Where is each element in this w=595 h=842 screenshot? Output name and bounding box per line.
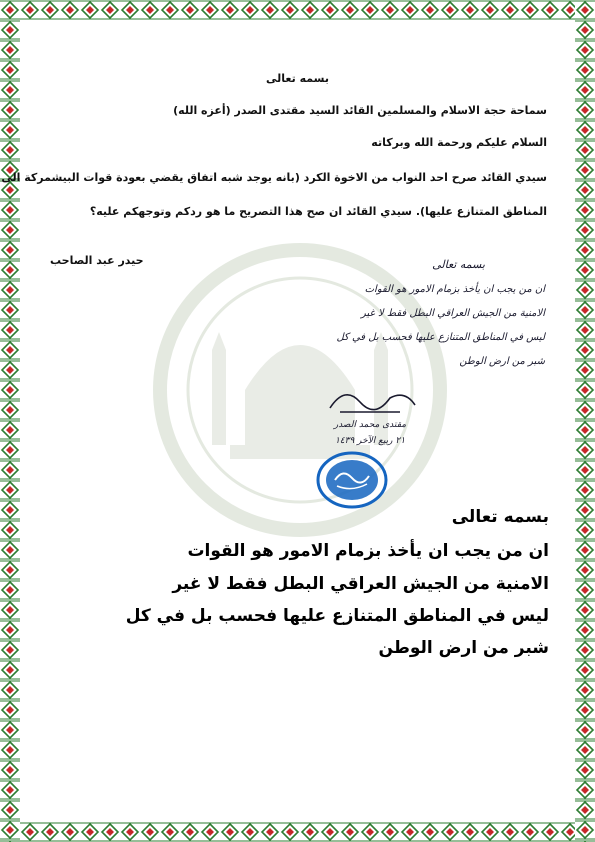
typed-answer-line: الامنية من الجيش العراقي البطل فقط لا غير bbox=[172, 574, 549, 594]
ornamental-pattern-icon bbox=[0, 822, 595, 842]
ornamental-border-bottom bbox=[0, 822, 595, 842]
handwritten-signature-icon bbox=[310, 380, 430, 420]
handwritten-line: شبر من ارض الوطن bbox=[459, 356, 545, 367]
letter-greeting: السلام عليكم ورحمة الله وبركاته bbox=[371, 136, 547, 149]
ornamental-border-left bbox=[0, 0, 20, 842]
typed-answer-line: ليس في المناطق المتنازع عليها فحسب بل في كل bbox=[125, 606, 549, 626]
typed-answer-title: بسمه تعالى bbox=[451, 507, 549, 527]
letter-body-line: سيدي القائد صرح احد النواب من الاخوة الكرد (بانه يوجد شبه اتفاق يقضي بعودة قوات البيشمركة الى bbox=[1, 171, 547, 184]
ornamental-pattern-icon bbox=[0, 0, 20, 842]
letter-addressee: سماحة حجة الاسلام والمسلمين القائد السيد مقتدى الصدر (أعزه الله) bbox=[173, 104, 547, 117]
ornamental-border-right bbox=[575, 0, 595, 842]
signature-date: ٢١ ربيع الآخر ١٤٣٩ bbox=[334, 436, 406, 446]
signature-name: مقتدى محمد الصدر bbox=[333, 420, 407, 430]
letter-sender: حيدر عبد الصاحب bbox=[50, 254, 144, 267]
letter-header: بسمه تعالى bbox=[266, 72, 329, 85]
handwritten-signature bbox=[310, 380, 430, 460]
letter-body-line: المناطق المتنازع عليها). سيدي القائد ان صح هذا التصريح ما هو ردكم وتوجهكم عليه؟ bbox=[89, 205, 547, 218]
ornamental-pattern-icon bbox=[575, 0, 595, 842]
ornamental-border-top bbox=[0, 0, 595, 20]
handwritten-header: بسمه تعالى bbox=[432, 258, 485, 271]
official-seal-icon bbox=[315, 450, 389, 510]
handwritten-line: الامنية من الجيش العراقي البطل فقط لا غير bbox=[361, 308, 545, 319]
ornamental-pattern-icon bbox=[0, 0, 595, 20]
typed-answer-line: ان من يجب ان يأخذ بزمام الامور هو القوات bbox=[187, 541, 549, 561]
handwritten-line: ان من يجب ان يأخذ بزمام الامور هو القوات bbox=[364, 284, 545, 295]
handwritten-line: ليس في المناطق المتنازع عليها فحسب بل في كل bbox=[336, 332, 545, 343]
typed-answer-line: شبر من ارض الوطن bbox=[378, 638, 549, 658]
